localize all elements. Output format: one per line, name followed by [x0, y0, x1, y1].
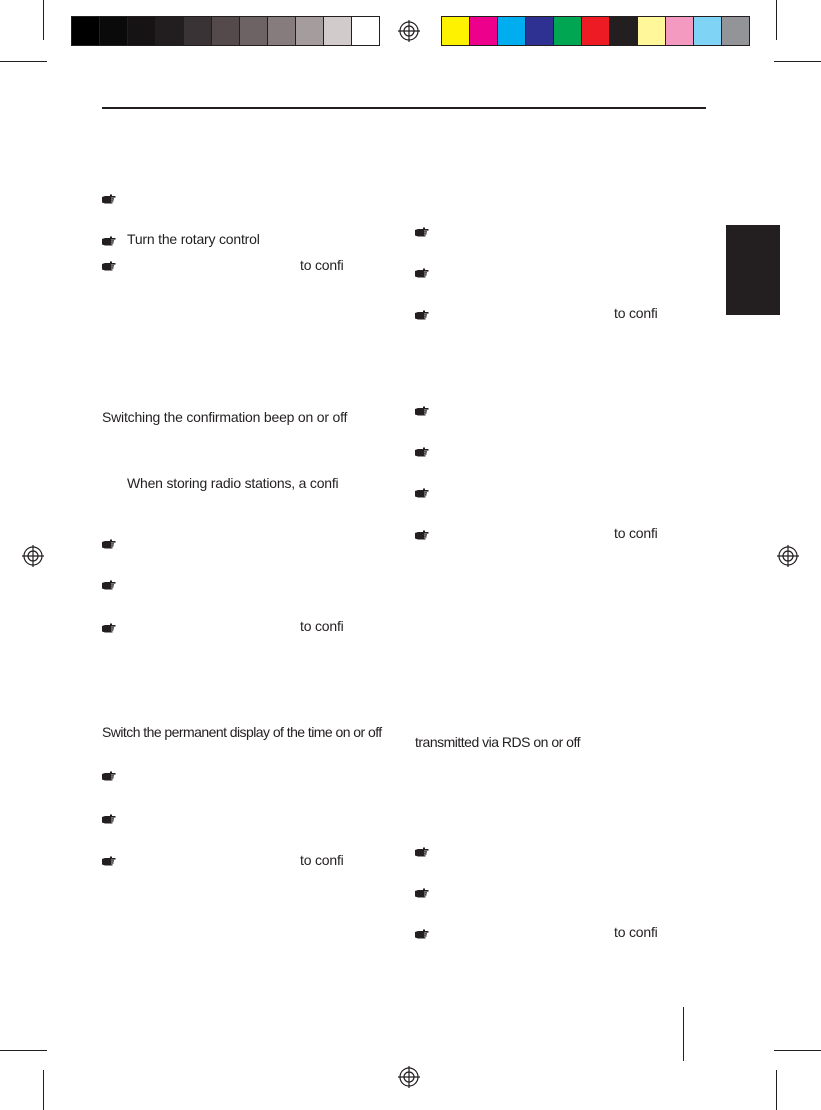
color-swatch: [581, 16, 610, 46]
instruction-text: Turn the rotary control: [127, 231, 260, 247]
section-heading: Switching the confirmation beep on or off: [102, 409, 348, 425]
registration-mark-bottom-icon: [398, 1066, 420, 1088]
section-heading: Switch the permanent display of the time on or off: [102, 724, 382, 740]
color-swatch: [267, 16, 296, 46]
header-rule: [102, 107, 706, 109]
crop-mark: [776, 1070, 777, 1110]
instruction-text: to confi: [300, 852, 344, 868]
crop-mark: [0, 1050, 47, 1051]
color-swatch: [211, 16, 240, 46]
section-heading: transmitted via RDS on or off: [415, 734, 580, 750]
language-side-tab: [726, 225, 780, 315]
instruction-text: to confi: [614, 525, 658, 541]
hand-pointer-icon: [415, 847, 429, 857]
color-swatch: [183, 16, 212, 46]
hand-pointer-icon: [415, 310, 429, 320]
hand-pointer-icon: [415, 929, 429, 939]
hand-pointer-icon: [415, 888, 429, 898]
registration-mark-top-icon: [398, 20, 420, 42]
color-swatch: [295, 16, 324, 46]
color-swatch: [441, 16, 470, 46]
instruction-text: to confi: [300, 257, 344, 273]
hand-pointer-icon: [102, 623, 116, 633]
hand-pointer-icon: [415, 406, 429, 416]
hand-pointer-icon: [102, 539, 116, 549]
color-swatch: [525, 16, 554, 46]
footer-rule: [683, 1007, 684, 1061]
crop-mark: [774, 1050, 821, 1051]
color-swatch: [553, 16, 582, 46]
hand-pointer-icon: [102, 580, 116, 590]
hand-pointer-icon: [415, 268, 429, 278]
crop-mark: [776, 0, 777, 40]
crop-mark: [43, 0, 44, 40]
crop-mark: [43, 1070, 44, 1110]
hand-pointer-icon: [102, 236, 116, 246]
instruction-text: to confi: [614, 305, 658, 321]
registration-mark-left-icon: [22, 545, 44, 567]
color-swatch: [323, 16, 352, 46]
hand-pointer-icon: [102, 194, 116, 204]
crop-mark: [774, 61, 821, 62]
color-swatch: [665, 16, 694, 46]
color-swatch: [127, 16, 156, 46]
color-swatch: [469, 16, 498, 46]
color-swatch: [609, 16, 638, 46]
hand-pointer-icon: [102, 261, 116, 271]
note-text: When storing radio stations, a confi: [127, 475, 339, 491]
hand-pointer-icon: [102, 814, 116, 824]
hand-pointer-icon: [102, 856, 116, 866]
color-swatch: [637, 16, 666, 46]
registration-mark-right-icon: [777, 545, 799, 567]
color-swatch: [99, 16, 128, 46]
hand-pointer-icon: [102, 771, 116, 781]
hand-pointer-icon: [415, 530, 429, 540]
color-swatch: [71, 16, 100, 46]
crop-mark: [0, 61, 47, 62]
hand-pointer-icon: [415, 227, 429, 237]
color-swatch: [155, 16, 184, 46]
color-swatch: [497, 16, 526, 46]
hand-pointer-icon: [415, 447, 429, 457]
color-swatch: [721, 16, 750, 46]
instruction-text: to confi: [614, 924, 658, 940]
color-swatch: [693, 16, 722, 46]
instruction-text: to confi: [300, 618, 344, 634]
color-swatch: [351, 16, 380, 46]
hand-pointer-icon: [415, 488, 429, 498]
color-swatch: [239, 16, 268, 46]
